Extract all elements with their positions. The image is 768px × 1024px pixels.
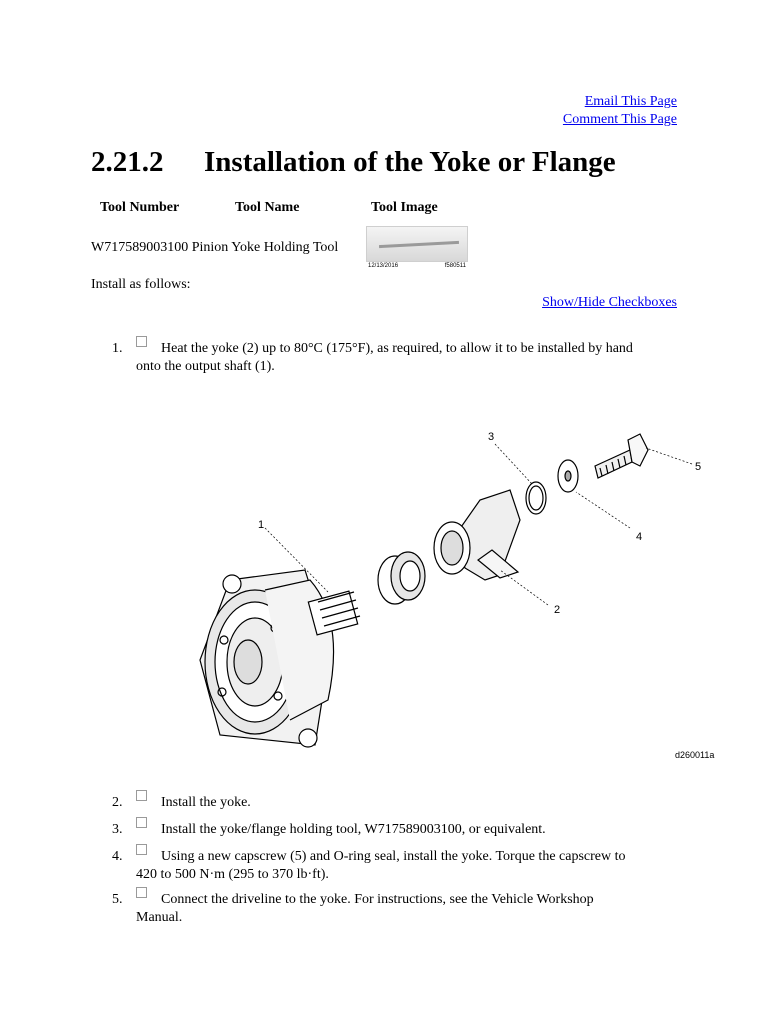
tool-image-date: 12/13/2016 — [368, 263, 399, 269]
step-number: 4. — [112, 849, 123, 864]
step-5 — [112, 891, 672, 927]
tool-table-header — [91, 200, 438, 216]
header-tool-number: Tool Number — [100, 200, 180, 215]
intro-text: Install as follows: — [91, 277, 191, 292]
step-checkbox[interactable] — [136, 844, 147, 855]
step-text: Heat the yoke (2) up to 80°C (175°F), as required, to allow it to be installed by hand — [161, 341, 633, 356]
callout-1: 1 — [258, 519, 265, 531]
step-checkbox[interactable] — [136, 817, 147, 828]
callout-2: 2 — [554, 604, 561, 616]
step-number: 2. — [112, 795, 123, 810]
step-text: Install the yoke/flange holding tool, W717589003100, or equivalent. — [161, 822, 546, 837]
step-checkbox[interactable] — [136, 336, 147, 347]
step-1 — [112, 340, 672, 376]
section-number: 2.21.2 — [91, 146, 164, 178]
step-number: 3. — [112, 822, 123, 837]
tool-table — [91, 200, 466, 269]
step-2 — [112, 794, 672, 812]
callout-3: 3 — [488, 431, 495, 443]
tool-image-id: f580511 — [444, 263, 466, 269]
tool-row — [91, 240, 338, 256]
section-title: Installation of the Yoke or Flange — [204, 146, 616, 178]
step-number: 5. — [112, 892, 123, 907]
step-text-cont: 420 to 500 N·m (295 to 370 lb·ft). — [136, 867, 329, 882]
show-hide-checkboxes-link[interactable]: Show/Hide Checkboxes — [542, 295, 677, 310]
page-title — [91, 146, 616, 179]
tool-name: Pinion Yoke Holding Tool — [191, 240, 339, 255]
step-text: Install the yoke. — [161, 795, 251, 810]
step-number: 1. — [112, 341, 123, 356]
header-tool-image: Tool Image — [371, 200, 438, 215]
tool-number: W717589003100 — [91, 240, 189, 255]
step-text: Connect the driveline to the yoke. For instructions, see the Vehicle Workshop — [161, 892, 594, 907]
exploded-diagram — [140, 400, 730, 770]
tool-photo — [366, 226, 468, 262]
step-3 — [112, 821, 672, 839]
step-text: Using a new capscrew (5) and O-ring seal, install the yoke. Torque the capscrew to — [161, 849, 626, 864]
step-checkbox[interactable] — [136, 887, 147, 898]
header-tool-name: Tool Name — [235, 200, 300, 215]
callout-5: 5 — [695, 461, 702, 473]
step-checkbox[interactable] — [136, 790, 147, 801]
step-text-cont: onto the output shaft (1). — [136, 359, 275, 374]
tool-image — [366, 226, 468, 272]
page-actions — [563, 93, 677, 129]
figure-id: d260011a — [675, 750, 715, 760]
step-text-cont: Manual. — [136, 910, 183, 925]
callout-4: 4 — [636, 531, 643, 543]
comment-page-link[interactable]: Comment This Page — [562, 112, 677, 127]
email-page-link[interactable]: Email This Page — [584, 94, 677, 109]
yoke-assembly-drawing — [140, 400, 730, 770]
step-4 — [112, 848, 672, 884]
